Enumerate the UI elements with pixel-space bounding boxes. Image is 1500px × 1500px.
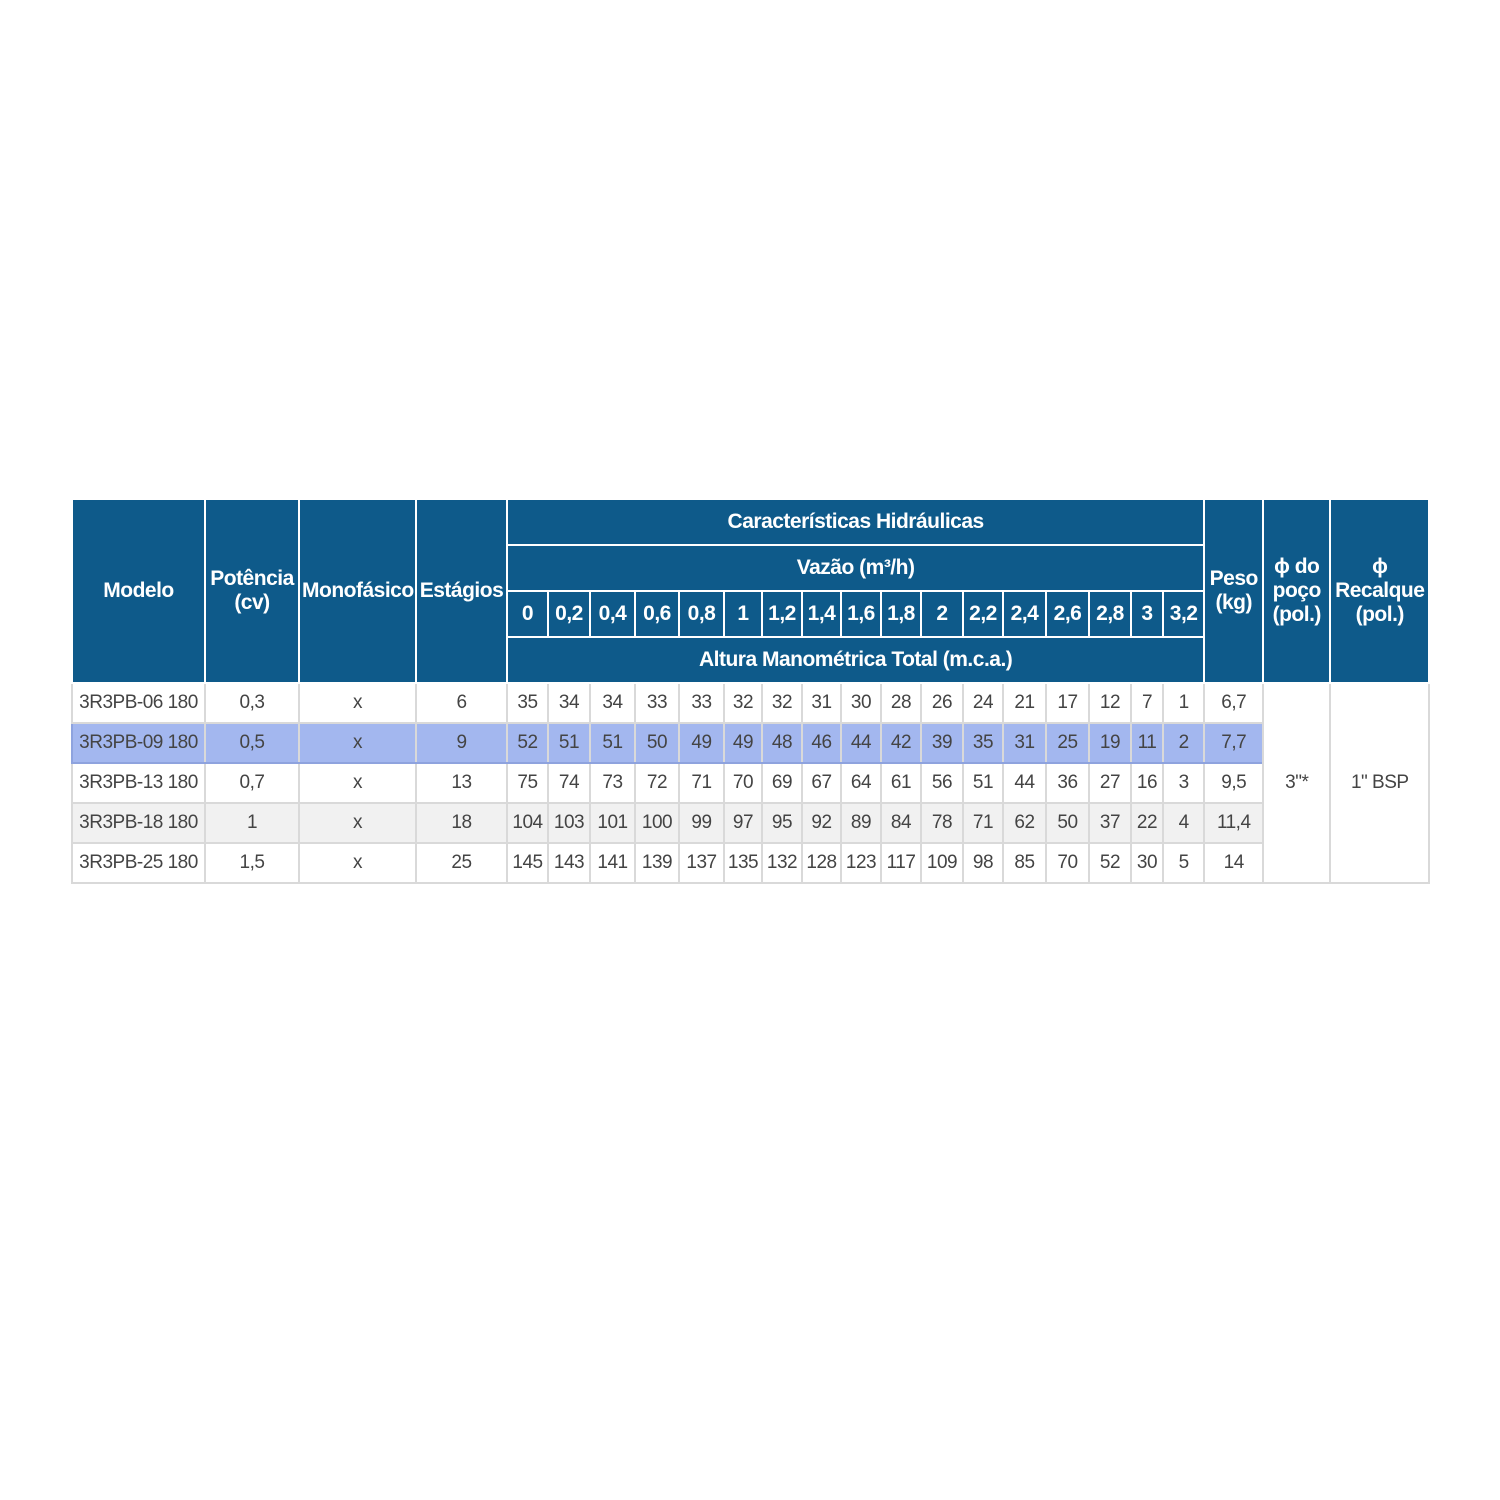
cell-altura: 98	[963, 843, 1003, 883]
cell-altura: 89	[841, 803, 881, 843]
cell-altura: 101	[590, 803, 635, 843]
header-flow-value: 1,6	[841, 591, 881, 637]
cell-altura: 50	[1046, 803, 1089, 843]
cell-altura: 51	[963, 763, 1003, 803]
cell-altura: 95	[762, 803, 802, 843]
header-flow-value: 2	[921, 591, 963, 637]
cell-altura: 84	[881, 803, 921, 843]
cell-estagios: 25	[416, 843, 507, 883]
cell-altura: 21	[1003, 683, 1046, 723]
cell-altura: 97	[724, 803, 762, 843]
cell-altura: 48	[762, 723, 802, 763]
header-flow-value: 0,6	[635, 591, 679, 637]
cell-altura: 28	[881, 683, 921, 723]
cell-monofasico: x	[299, 723, 416, 763]
cell-estagios: 13	[416, 763, 507, 803]
cell-diametro-poco: 3"*	[1263, 683, 1330, 883]
cell-altura: 25	[1046, 723, 1089, 763]
table-row[interactable]	[72, 843, 1429, 883]
cell-peso: 14	[1204, 843, 1263, 883]
header-flow-value: 0,4	[590, 591, 635, 637]
cell-peso: 9,5	[1204, 763, 1263, 803]
cell-altura: 27	[1089, 763, 1131, 803]
cell-altura: 70	[1046, 843, 1089, 883]
header-flow-value: 0,2	[548, 591, 590, 637]
table-row[interactable]	[72, 763, 1429, 803]
cell-altura: 44	[1003, 763, 1046, 803]
cell-altura: 24	[963, 683, 1003, 723]
cell-altura: 30	[841, 683, 881, 723]
cell-potencia: 0,7	[205, 763, 299, 803]
cell-altura: 56	[921, 763, 963, 803]
cell-altura: 123	[841, 843, 881, 883]
cell-altura: 35	[507, 683, 548, 723]
header-diametro-recalque: ϕ Recalque (pol.)	[1330, 499, 1429, 683]
cell-altura: 67	[802, 763, 841, 803]
cell-modelo: 3R3PB-06 180	[72, 683, 205, 723]
cell-altura: 32	[724, 683, 762, 723]
cell-altura: 12	[1089, 683, 1131, 723]
cell-altura: 19	[1089, 723, 1131, 763]
header-monofasico: Monofásico	[299, 499, 416, 683]
cell-altura: 37	[1089, 803, 1131, 843]
cell-altura: 70	[724, 763, 762, 803]
cell-altura: 71	[963, 803, 1003, 843]
cell-altura: 74	[548, 763, 590, 803]
header-flow-value: 3	[1131, 591, 1163, 637]
cell-altura: 71	[679, 763, 724, 803]
cell-monofasico: x	[299, 763, 416, 803]
cell-altura: 49	[724, 723, 762, 763]
cell-altura: 117	[881, 843, 921, 883]
cell-altura: 44	[841, 723, 881, 763]
cell-altura: 4	[1163, 803, 1204, 843]
cell-altura: 36	[1046, 763, 1089, 803]
cell-altura: 103	[548, 803, 590, 843]
cell-altura: 11	[1131, 723, 1163, 763]
cell-altura: 135	[724, 843, 762, 883]
cell-altura: 34	[590, 683, 635, 723]
cell-altura: 128	[802, 843, 841, 883]
cell-altura: 39	[921, 723, 963, 763]
cell-altura: 49	[679, 723, 724, 763]
cell-monofasico: x	[299, 683, 416, 723]
cell-altura: 2	[1163, 723, 1204, 763]
cell-altura: 42	[881, 723, 921, 763]
cell-altura: 31	[802, 683, 841, 723]
cell-estagios: 18	[416, 803, 507, 843]
cell-altura: 46	[802, 723, 841, 763]
cell-altura: 34	[548, 683, 590, 723]
cell-altura: 51	[548, 723, 590, 763]
cell-peso: 11,4	[1204, 803, 1263, 843]
cell-potencia: 1	[205, 803, 299, 843]
header-flow-value: 1,2	[762, 591, 802, 637]
cell-altura: 62	[1003, 803, 1046, 843]
pump-spec-table	[71, 498, 1430, 884]
header-flow-value: 2,8	[1089, 591, 1131, 637]
table-row[interactable]	[72, 803, 1429, 843]
cell-potencia: 1,5	[205, 843, 299, 883]
cell-altura: 137	[679, 843, 724, 883]
cell-altura: 132	[762, 843, 802, 883]
cell-altura: 52	[1089, 843, 1131, 883]
cell-altura: 52	[507, 723, 548, 763]
header-flow-value: 0	[507, 591, 548, 637]
cell-altura: 72	[635, 763, 679, 803]
header-flow-value: 1,8	[881, 591, 921, 637]
header-flow-value: 0,8	[679, 591, 724, 637]
cell-altura: 51	[590, 723, 635, 763]
header-caracteristicas-hidraulicas: Características Hidráulicas	[507, 499, 1204, 545]
header-flow-value: 2,6	[1046, 591, 1089, 637]
cell-modelo: 3R3PB-09 180	[72, 723, 205, 763]
cell-altura: 7	[1131, 683, 1163, 723]
header-flow-value: 2,2	[963, 591, 1003, 637]
table-row[interactable]	[72, 683, 1429, 723]
cell-estagios: 9	[416, 723, 507, 763]
cell-estagios: 6	[416, 683, 507, 723]
cell-altura: 17	[1046, 683, 1089, 723]
cell-altura: 104	[507, 803, 548, 843]
cell-altura: 22	[1131, 803, 1163, 843]
cell-altura: 139	[635, 843, 679, 883]
cell-altura: 109	[921, 843, 963, 883]
cell-altura: 145	[507, 843, 548, 883]
cell-altura: 75	[507, 763, 548, 803]
cell-altura: 50	[635, 723, 679, 763]
header-flow-value: 1,4	[802, 591, 841, 637]
cell-monofasico: x	[299, 803, 416, 843]
cell-modelo: 3R3PB-25 180	[72, 843, 205, 883]
cell-peso: 6,7	[1204, 683, 1263, 723]
cell-altura: 61	[881, 763, 921, 803]
cell-altura: 143	[548, 843, 590, 883]
cell-altura: 16	[1131, 763, 1163, 803]
cell-altura: 100	[635, 803, 679, 843]
cell-altura: 1	[1163, 683, 1204, 723]
cell-altura: 26	[921, 683, 963, 723]
header-altura-manometrica: Altura Manométrica Total (m.c.a.)	[507, 637, 1204, 683]
cell-altura: 3	[1163, 763, 1204, 803]
cell-peso: 7,7	[1204, 723, 1263, 763]
cell-potencia: 0,3	[205, 683, 299, 723]
cell-altura: 33	[635, 683, 679, 723]
cell-altura: 64	[841, 763, 881, 803]
cell-altura: 69	[762, 763, 802, 803]
header-flow-value: 1	[724, 591, 762, 637]
cell-monofasico: x	[299, 843, 416, 883]
table-row[interactable]	[72, 723, 1429, 763]
cell-altura: 31	[1003, 723, 1046, 763]
cell-diametro-recalque: 1" BSP	[1330, 683, 1429, 883]
cell-altura: 92	[802, 803, 841, 843]
cell-altura: 99	[679, 803, 724, 843]
cell-altura: 85	[1003, 843, 1046, 883]
header-flow-value: 2,4	[1003, 591, 1046, 637]
header-vazao: Vazão (m³/h)	[507, 545, 1204, 591]
header-modelo: Modelo	[72, 499, 205, 683]
cell-altura: 33	[679, 683, 724, 723]
header-potencia: Potência (cv)	[205, 499, 299, 683]
cell-potencia: 0,5	[205, 723, 299, 763]
cell-modelo: 3R3PB-13 180	[72, 763, 205, 803]
cell-altura: 73	[590, 763, 635, 803]
cell-altura: 5	[1163, 843, 1204, 883]
header-estagios: Estágios	[416, 499, 507, 683]
header-diametro-poco: ϕ do poço (pol.)	[1263, 499, 1330, 683]
header-peso: Peso (kg)	[1204, 499, 1263, 683]
cell-altura: 30	[1131, 843, 1163, 883]
cell-altura: 78	[921, 803, 963, 843]
cell-altura: 32	[762, 683, 802, 723]
cell-altura: 35	[963, 723, 1003, 763]
cell-modelo: 3R3PB-18 180	[72, 803, 205, 843]
header-flow-value: 3,2	[1163, 591, 1204, 637]
cell-altura: 141	[590, 843, 635, 883]
spec-table-wrapper	[71, 498, 1428, 884]
